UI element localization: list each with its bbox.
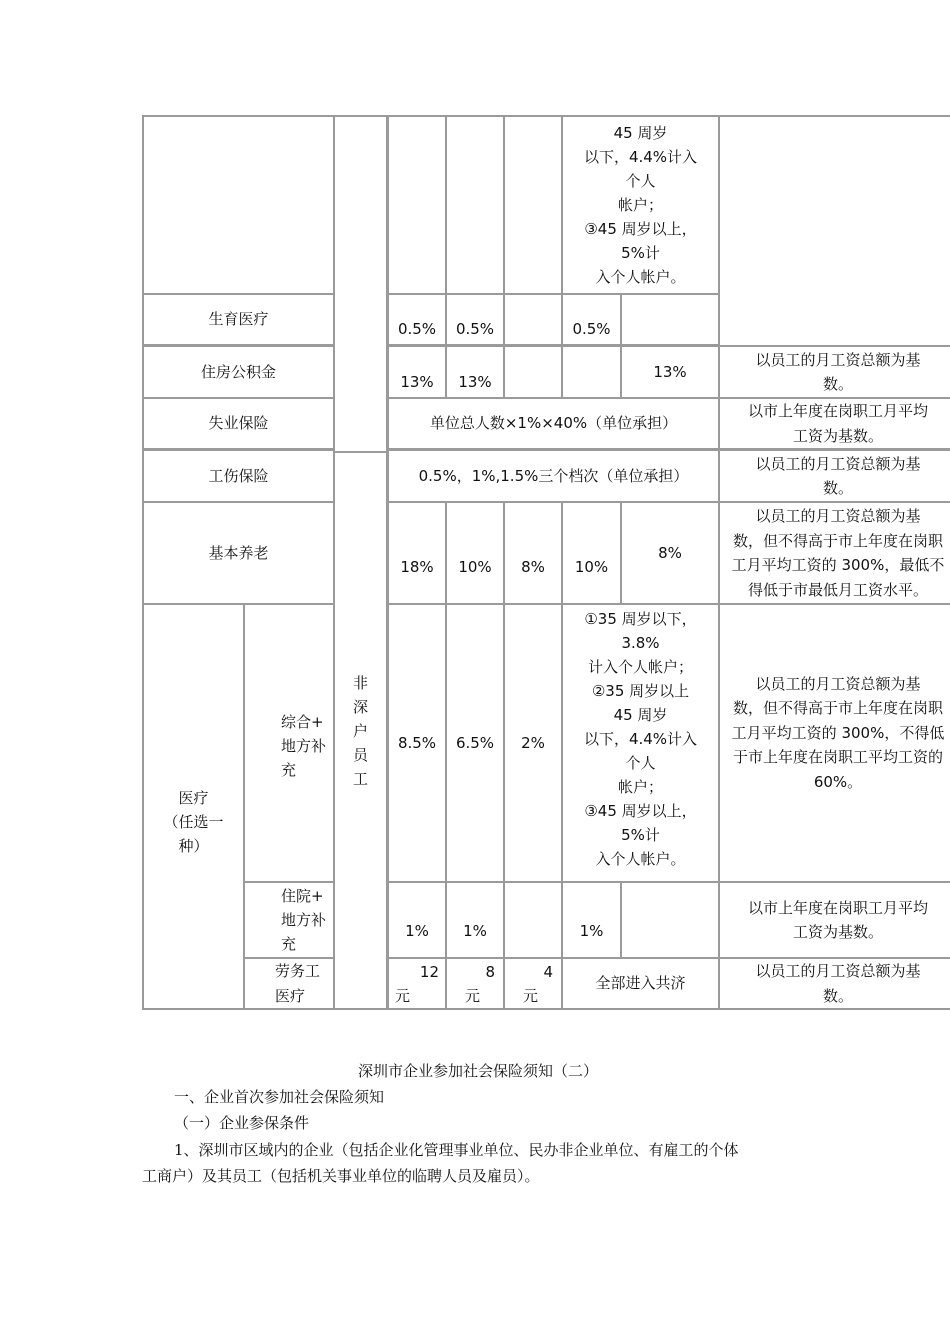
table-cell-group-upper <box>333 115 388 453</box>
injury-base: 以员工的月工资总额为基 数。 <box>718 449 950 503</box>
document-title: 深圳市企业参加社会保险须知（二） <box>358 1062 599 1080</box>
hospital-rate-2: 1% <box>445 881 505 959</box>
comprehensive-base: 以员工的月工资总额为基 数，但不得高于市上年度在岗职 工月平均工资的 300%，不得低 于市上年度在岗职工平均工资的 60%。 <box>718 603 950 883</box>
labor-pool: 全部进入共济 <box>561 957 720 1010</box>
injury-formula: 0.5%，1%,1.5%三个档次（单位承担） <box>387 449 720 503</box>
non-shenzhen-employee-group: 非 深 户 员 工 <box>333 451 388 1010</box>
hospital-rate-1: 1% <box>387 881 447 959</box>
housing-fund-label: 住房公积金 <box>142 345 335 399</box>
maternity-rate-1: 0.5% <box>387 293 447 346</box>
medical-label: 医疗 （任选一 种） <box>142 603 245 1010</box>
table-cell-empty <box>503 293 563 346</box>
hospital-base: 以市上年度在岗职工月平均 工资为基数。 <box>718 881 950 959</box>
table-cell-empty <box>561 345 622 399</box>
hospital-rate-4: 1% <box>561 881 622 959</box>
comprehensive-rate-3: 2% <box>503 603 563 883</box>
maternity-rate-2: 0.5% <box>445 293 505 346</box>
housing-rate-1: 13% <box>387 345 447 399</box>
unemployment-label: 失业保险 <box>142 397 335 450</box>
labor-rate-1: 12 元 <box>387 957 447 1010</box>
pension-rate-1: 18% <box>387 501 447 605</box>
pension-label: 基本养老 <box>142 501 335 605</box>
pension-rate-2: 10% <box>445 501 505 605</box>
housing-rate-2: 13% <box>445 345 505 399</box>
housing-rate-5: 13% <box>620 345 720 399</box>
labor-medical-label: 劳务工 医疗 <box>243 957 335 1010</box>
comprehensive-account-note: ①35 周岁以下， 3.8% 计入个人帐户； ②35 周岁以上 45 周岁 以下，4.4%计入 个人 帐户； ③45 周岁以上， 5%计 入个人帐户。 <box>561 603 720 883</box>
pension-base: 以员工的月工资总额为基 数，但不得高于市上年度在岗职 工月平均工资的 300%，最低不 得低于市最低月工资水平。 <box>718 501 950 605</box>
housing-base: 以员工的月工资总额为基 数。 <box>718 345 950 399</box>
labor-rate-2: 8 元 <box>445 957 505 1010</box>
unemployment-base: 以市上年度在岗职工月平均 工资为基数。 <box>718 397 950 450</box>
section-heading: 一、企业首次参加社会保险须知 <box>174 1088 385 1106</box>
paragraph-line: 1、深圳市区域内的企业（包括企业化管理事业单位、民办非企业单位、有雇工的个体 <box>174 1141 739 1159</box>
maternity-rate-4: 0.5% <box>561 293 622 346</box>
injury-label: 工伤保险 <box>142 449 335 503</box>
personal-account-note: 45 周岁 以下，4.4%计入 个人 帐户； ③45 周岁以上， 5%计 入个人帐户。 <box>561 115 720 295</box>
unemployment-formula: 单位总人数×1%×40%（单位承担） <box>387 397 720 450</box>
labor-base: 以员工的月工资总额为基 数。 <box>718 957 950 1010</box>
table-cell-empty <box>142 115 335 295</box>
table-cell-empty <box>503 345 563 399</box>
paragraph-line: 工商户）及其员工（包括机关事业单位的临聘人员及雇员）。 <box>142 1167 540 1185</box>
pension-rate-4: 10% <box>561 501 622 605</box>
table-cell-empty <box>620 293 720 346</box>
table-cell-empty <box>620 881 720 959</box>
table-cell-empty <box>387 115 447 295</box>
comprehensive-rate-2: 6.5% <box>445 603 505 883</box>
table-cell-empty <box>445 115 505 295</box>
comprehensive-rate-1: 8.5% <box>387 603 447 883</box>
labor-rate-3: 4 元 <box>503 957 563 1010</box>
maternity-label: 生育医疗 <box>142 293 335 346</box>
subsection-heading: （一）企业参保条件 <box>174 1114 310 1132</box>
pension-rate-3: 8% <box>503 501 563 605</box>
table-cell-empty <box>503 881 563 959</box>
hospital-medical-label: 住院+ 地方补 充 <box>243 881 335 959</box>
table-cell-empty <box>718 115 950 347</box>
table-cell-empty <box>503 115 563 295</box>
pension-rate-5: 8% <box>620 501 720 605</box>
comprehensive-medical-label: 综合+ 地方补 充 <box>243 603 335 883</box>
